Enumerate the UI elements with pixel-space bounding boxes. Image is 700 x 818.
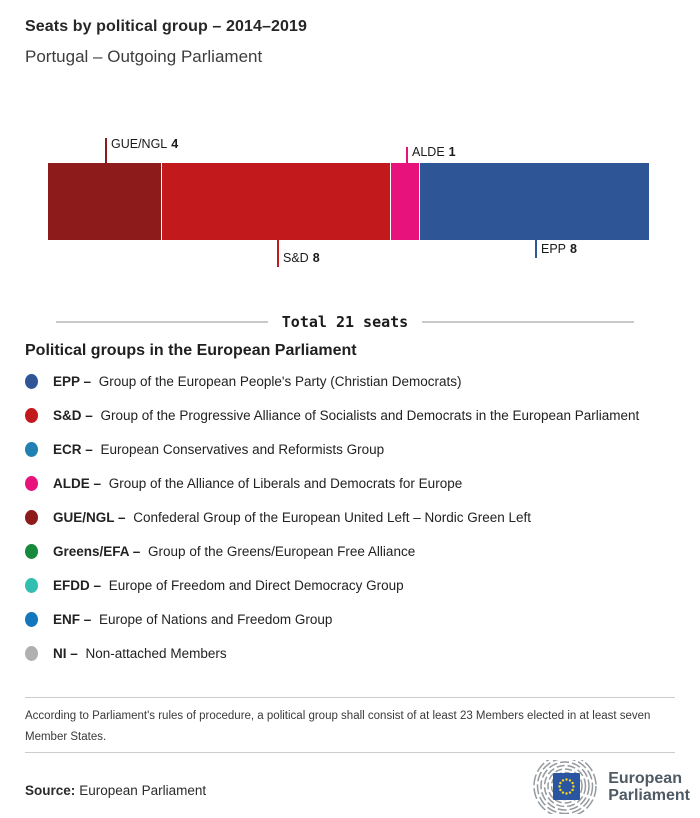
footnote: According to Parliament's rules of procedure, a political group shall consist of at least 23 Members elected in at least seven Member States. xyxy=(25,710,651,743)
european-parliament-logo xyxy=(526,760,690,814)
legend-item-text: S&D – Group of the Progressive Alliance of Socialists and Democrats in the European Parliament xyxy=(53,407,640,423)
legend-color-dot xyxy=(25,578,38,593)
callout-label-gue-ngl: GUE/NGL 4 xyxy=(111,137,179,151)
source-label: Source: xyxy=(25,783,76,798)
page-subtitle: Portugal – Outgoing Parliament xyxy=(25,47,263,66)
legend-color-dot xyxy=(25,612,38,627)
legend-list xyxy=(25,364,685,670)
callout-tick-s-d xyxy=(277,240,279,267)
callout-tick-epp xyxy=(535,240,537,258)
total-seats-label: Total 21 seats xyxy=(281,313,409,331)
bar-segment-gue-ngl xyxy=(48,163,162,240)
callout-tick-alde xyxy=(406,147,408,163)
bar-segment-alde xyxy=(391,163,420,240)
legend-color-dot xyxy=(25,510,38,525)
legend-item-greens-efa xyxy=(25,534,685,568)
legend-item-text: Greens/EFA – Group of the Greens/European Free Alliance xyxy=(53,543,416,559)
legend-heading: Political groups in the European Parliament xyxy=(25,342,357,359)
divider-rule-bottom xyxy=(25,752,675,753)
legend-color-dot xyxy=(25,374,38,389)
stacked-bar xyxy=(48,163,649,240)
legend-item-ni xyxy=(25,636,685,670)
callout-label-epp: EPP 8 xyxy=(541,242,577,256)
total-seats-divider xyxy=(56,312,634,332)
page-title: Seats by political group – 2014–2019 xyxy=(25,18,307,35)
callout-tick-gue-ngl xyxy=(105,138,107,163)
divider-line-left xyxy=(56,321,268,323)
legend-item-text: NI – Non-attached Members xyxy=(53,645,227,661)
legend-item-epp xyxy=(25,364,685,398)
callout-label-s-d: S&D 8 xyxy=(283,251,320,265)
hemicycle-flag-icon xyxy=(526,760,600,814)
source-line xyxy=(25,783,206,798)
divider-rule-top xyxy=(25,697,675,698)
source-value: European Parliament xyxy=(79,783,207,798)
legend-item-s-d xyxy=(25,398,685,432)
legend-item-ecr xyxy=(25,432,685,466)
logo-wordmark xyxy=(608,770,690,804)
legend-item-text: ALDE – Group of the Alliance of Liberals and Democrats for Europe xyxy=(53,475,463,491)
legend-item-text: ENF – Europe of Nations and Freedom Group xyxy=(53,611,333,627)
legend-color-dot xyxy=(25,442,38,457)
legend-item-enf xyxy=(25,602,685,636)
legend-item-gue-ngl xyxy=(25,500,685,534)
bar-segment-epp xyxy=(420,163,649,240)
legend-item-text: EFDD – Europe of Freedom and Direct Democracy Group xyxy=(53,577,404,593)
callout-label-alde: ALDE 1 xyxy=(412,145,456,159)
legend-item-text: EPP – Group of the European People's Party (Christian Democrats) xyxy=(53,373,462,389)
legend-item-text: ECR – European Conservatives and Reformists Group xyxy=(53,441,385,457)
legend-color-dot xyxy=(25,544,38,559)
legend-color-dot xyxy=(25,408,38,423)
logo-line-1: European xyxy=(608,770,682,787)
legend-item-alde xyxy=(25,466,685,500)
legend-item-text: GUE/NGL – Confederal Group of the European United Left – Nordic Green Left xyxy=(53,509,532,525)
bar-segment-s-d xyxy=(162,163,391,240)
logo-line-2: Parliament xyxy=(608,787,690,804)
legend-color-dot xyxy=(25,646,38,661)
legend-color-dot xyxy=(25,476,38,491)
divider-line-right xyxy=(422,321,634,323)
legend-item-efdd xyxy=(25,568,685,602)
seats-bar-chart xyxy=(48,138,649,272)
